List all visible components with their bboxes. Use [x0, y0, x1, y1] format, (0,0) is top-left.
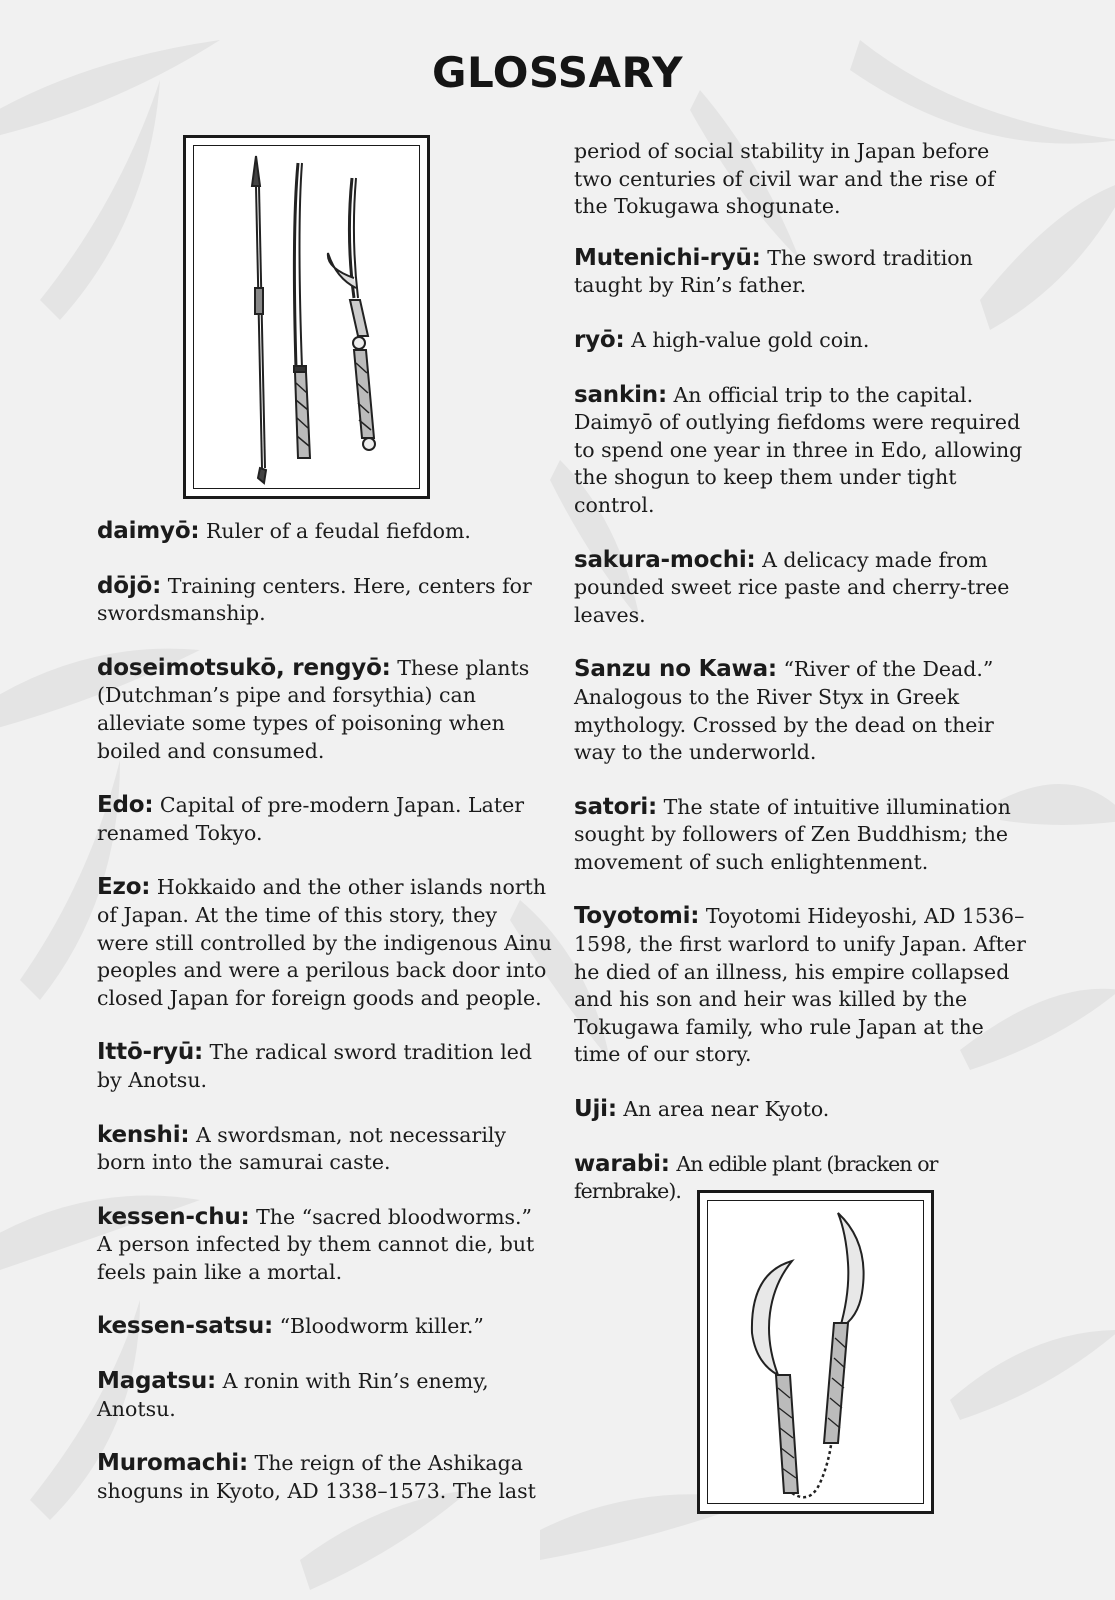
entry-definition: “Bloodworm killer.”: [279, 1314, 484, 1339]
entry-definition: Hokkaido and the other islands north of Japan. At the time of this story, they were still controlled by the indigenous Ainu peoples and were a perilous back door into closed Japan for foreign goods and people.: [97, 875, 552, 1010]
glossary-left-column: [97, 518, 552, 1532]
glossary-entry-edo: [97, 792, 552, 847]
glossary-entry-continuation: [574, 138, 1029, 221]
entry-term: Sanzu no Kawa:: [574, 656, 777, 683]
entry-definition: “River of the Dead.” Analogous to the River Styx in Greek mythology. Crossed by the dead on their way to the underworld.: [574, 657, 994, 765]
entry-definition: The sword tradition taught by Rin’s father.: [574, 245, 973, 298]
entry-term: kessen-chu:: [97, 1203, 250, 1230]
entry-term: sankin:: [574, 381, 667, 408]
entry-term: Ezo:: [97, 874, 151, 901]
entry-definition: A ronin with Rin’s enemy, Anotsu.: [97, 1369, 489, 1421]
entry-definition: These plants (Dutchman’s pipe and forsythia) can alleviate some types of poisoning when boiled and consumed.: [97, 655, 530, 763]
entry-term: Muromachi:: [97, 1450, 248, 1477]
weapons-illustration-top: [183, 135, 430, 499]
entry-definition: An edible plant (bracken or fernbrake).: [574, 1151, 938, 1204]
entry-term: Edo:: [97, 792, 154, 819]
entry-term: ryō:: [574, 326, 625, 353]
glossary-entry-kessen-chu: [97, 1204, 552, 1287]
entry-term: sakura-mochi:: [574, 546, 756, 573]
glossary-entry-doseimotsuko: [97, 655, 552, 765]
entry-definition: An area near Kyoto.: [623, 1097, 830, 1122]
page-title: GLOSSARY: [431, 48, 684, 97]
entry-definition: The “sacred bloodworms.” A person infected by them cannot die, but feels pain like a mortal.: [97, 1204, 535, 1284]
glossary-entry-sanzu-no-kawa: [574, 656, 1029, 766]
entry-definition: A delicacy made from pounded sweet rice paste and cherry-tree leaves.: [574, 547, 1010, 627]
entry-definition: Training centers. Here, centers for swordsmanship.: [97, 573, 532, 626]
entry-term: Magatsu:: [97, 1368, 217, 1395]
entry-term: Toyotomi:: [574, 903, 700, 930]
glossary-entry-kessen-satsu: [97, 1313, 552, 1341]
glossary-entry-mutenichi-ryu: [574, 245, 1029, 300]
entry-definition: Capital of pre-modern Japan. Later renamed Tokyo.: [97, 793, 525, 845]
entry-term: kenshi:: [97, 1121, 190, 1148]
glossary-entry-satori: [574, 794, 1029, 877]
entry-term: doseimotsukō, rengyō:: [97, 654, 391, 681]
entry-term: daimyō:: [97, 518, 200, 544]
entry-definition: Ruler of a feudal fiefdom.: [205, 519, 471, 543]
entry-definition: The reign of the Ashikaga shoguns in Kyoto, AD 1338–1573. The last: [97, 1451, 536, 1503]
glossary-entry-itto-ryu: [97, 1039, 552, 1094]
glossary-entry-kenshi: [97, 1122, 552, 1177]
entry-definition: An official trip to the capital. Daimyō of outlying fiefdoms were required to spend one year in three in Edo, allowing the shogun to keep them under tight control.: [574, 382, 1023, 517]
entry-definition: The radical sword tradition led by Anotsu.: [97, 1040, 533, 1092]
entry-definition: period of social stability in Japan before two centuries of civil war and the rise of the Tokugawa shogunate.: [574, 139, 995, 219]
polearm-weapons-illustration: [186, 138, 427, 496]
entry-term: dōjō:: [97, 572, 162, 599]
entry-term: Mutenichi-ryū:: [574, 244, 761, 271]
entry-definition: The state of intuitive illumination sought by followers of Zen Buddhism; the movement of such enlightenment.: [574, 794, 1011, 874]
glossary-entry-uji: [574, 1096, 1029, 1124]
glossary-entry-daimyo: [97, 518, 552, 546]
entry-definition: A high-value gold coin.: [631, 327, 870, 352]
entry-term: warabi:: [574, 1150, 670, 1177]
glossary-entry-toyotomi: [574, 903, 1029, 1069]
weapons-illustration-bottom: [697, 1190, 934, 1514]
glossary-entry-sankin: [574, 382, 1029, 520]
glossary-entry-sakura-mochi: [574, 547, 1029, 630]
glossary-right-column: [574, 138, 1029, 1233]
glossary-entry-muromachi: [97, 1450, 552, 1505]
entry-term: satori:: [574, 793, 658, 820]
glossary-entry-ezo: [97, 874, 552, 1012]
glossary-entry-dojo: [97, 573, 552, 628]
glossary-entry-magatsu: [97, 1368, 552, 1423]
chained-sickles-illustration: [700, 1193, 931, 1511]
entry-definition: Toyotomi Hideyoshi, AD 1536–1598, the first warlord to unify Japan. After he died of an illness, his empire collapsed and his son and heir was killed by the Tokugawa family, who rule Japan at the time of our story.: [574, 904, 1026, 1067]
glossary-entry-ryo: [574, 327, 1029, 355]
entry-term: Uji:: [574, 1096, 617, 1123]
entry-definition: A swordsman, not necessarily born into the samurai caste.: [97, 1122, 507, 1175]
entry-term: kessen-satsu:: [97, 1313, 274, 1340]
entry-term: Ittō-ryū:: [97, 1039, 204, 1066]
